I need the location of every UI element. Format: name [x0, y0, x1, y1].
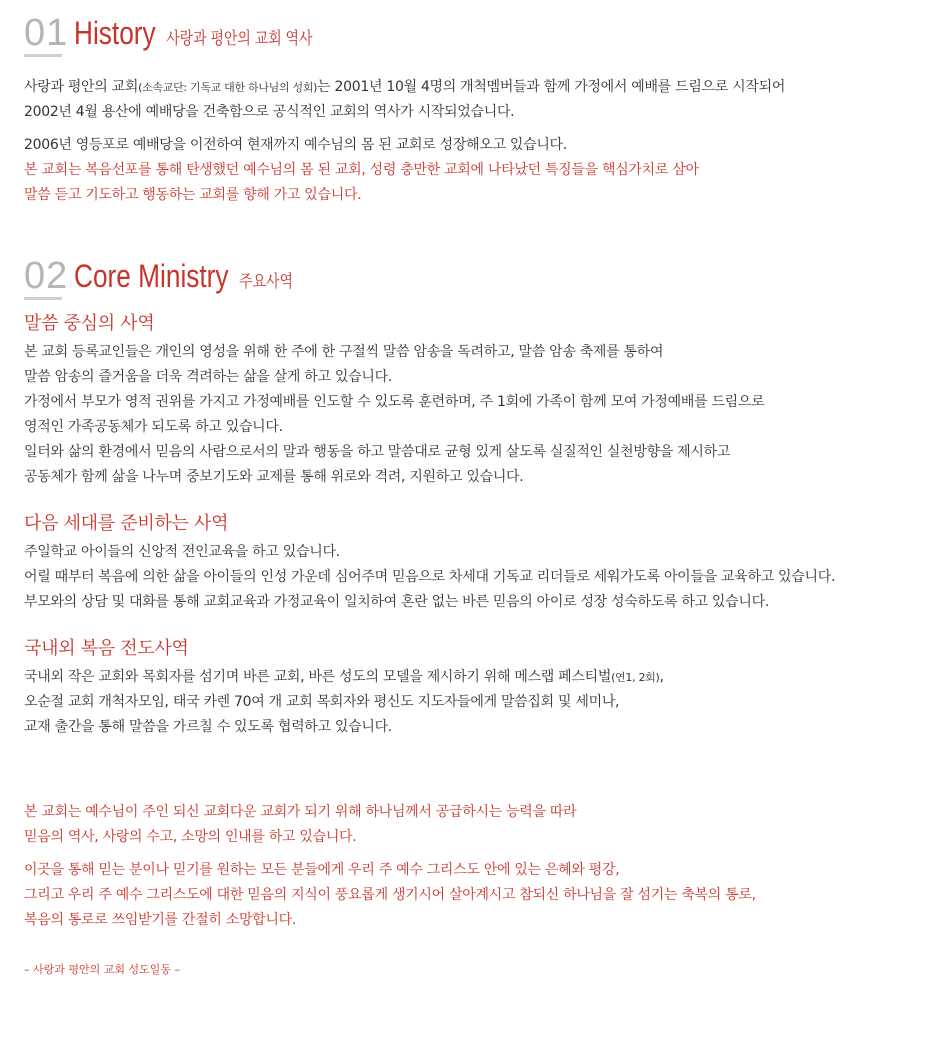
history-paragraph-1-line-2: 2002년 4월 용산에 예배당을 건축함으로 공식적인 교회의 역사가 시작되었습니다.	[24, 104, 515, 120]
closing-paragraph-2-line: 이곳을 통해 믿는 분이나 믿기를 원하는 모든 분들에게 우리 주 예수 그리스도 안에 있는 은혜와 평강,	[24, 862, 620, 878]
history-title-text: History	[74, 15, 156, 51]
closing-section	[24, 800, 924, 977]
ministry-number: 02	[24, 255, 69, 297]
history-paragraph-2: 2006년 영등포로 예배당을 이전하여 현재까지 예수님의 몸 된 교회로 성장해오고 있습니다.	[24, 137, 567, 153]
missions-frequency: (연1, 2회)	[611, 671, 660, 684]
history-number: 01	[24, 12, 69, 54]
ministry-number-underline	[24, 297, 62, 300]
word-ministry-heading: 말씀 중심의 사역	[24, 313, 155, 334]
ministry-section	[24, 253, 924, 740]
next-gen-ministry-line: 어릴 때부터 복음에 의한 삶을 아이들의 인성 가운데 심어주며 믿음으로 차세대 기독교 리더들로 세워가도록 아이들을 교육하고 있습니다.	[24, 569, 836, 585]
word-ministry-line: 말씀 암송의 즐거움을 더욱 격려하는 삶을 살게 하고 있습니다.	[24, 369, 392, 385]
signature: – 사랑과 평안의 교회 성도일동 –	[24, 963, 180, 976]
history-p1-text-post: 는 2001년 10월 4명의 개척멤버들과 함께 가정에서 예배를 드림으로 시작되어	[317, 79, 786, 95]
ministry-title-text: Core Ministry	[74, 258, 229, 294]
closing-paragraph-1-line: 믿음의 역사, 사랑의 수고, 소망의 인내를 하고 있습니다.	[24, 829, 357, 845]
history-p1-denomination: (소속교단: 기독교 대한 하나님의 성회)	[138, 81, 318, 94]
ministry-title	[74, 257, 293, 301]
missions-ministry-line	[24, 665, 924, 690]
missions-line-1-text: 국내외 작은 교회와 목회자를 섬기며 바른 교회, 바른 성도의 모델을 제시하기 위해 메스랩 페스티벌	[24, 669, 612, 685]
history-core-value-line-2: 말씀 듣고 기도하고 행동하는 교회를 향해 가고 있습니다.	[24, 187, 362, 203]
history-subtitle: 사랑과 평안의 교회 역사	[166, 29, 313, 48]
history-section	[24, 10, 924, 208]
word-ministry-line: 공동체가 함께 삶을 나누며 중보기도와 교제를 통해 위로와 격려, 지원하고 있습니다.	[24, 469, 524, 485]
next-gen-ministry-line: 부모와의 상담 및 대화를 통해 교회교육과 가정교육이 일치하여 혼란 없는 바른 믿음의 아이로 성장 성숙하도록 하고 있습니다.	[24, 594, 769, 610]
history-header	[24, 10, 924, 58]
word-ministry-line: 본 교회 등록교인들은 개인의 영성을 위해 한 주에 한 구절씩 말씀 암송을 독려하고, 말씀 암송 축제를 통하여	[24, 344, 664, 360]
history-title	[74, 14, 312, 58]
ministry-subtitle: 주요사역	[239, 272, 293, 291]
history-core-value-line-1: 본 교회는 복음선포를 통해 탄생했던 예수님의 몸 된 교회, 성령 충만한 교회에 나타났던 특징들을 핵심가치로 삼아	[24, 162, 699, 178]
word-ministry-line: 일터와 삶의 환경에서 믿음의 사람으로서의 말과 행동을 하고 말씀대로 균형 있게 살도록 실질적인 실천방향을 제시하고	[24, 444, 731, 460]
history-number-underline	[24, 54, 62, 57]
missions-ministry-heading: 국내외 복음 전도사역	[24, 638, 189, 659]
next-gen-ministry-heading: 다음 세대를 준비하는 사역	[24, 513, 229, 534]
missions-line-1-comma: ,	[659, 669, 664, 685]
history-p1-text: 사랑과 평안의 교회	[24, 79, 139, 95]
ministry-header	[24, 253, 924, 301]
closing-paragraph-1-line: 본 교회는 예수님이 주인 되신 교회다운 교회가 되기 위해 하나님께서 공급하시는 능력을 따라	[24, 804, 577, 820]
missions-ministry-line: 교재 출간을 통해 말씀을 가르칠 수 있도록 협력하고 있습니다.	[24, 719, 392, 735]
history-paragraph-1	[24, 75, 924, 100]
closing-paragraph-2-line: 복음의 통로로 쓰임받기를 간절히 소망합니다.	[24, 912, 297, 928]
word-ministry-line: 가정에서 부모가 영적 권위를 가지고 가정예배를 인도할 수 있도록 훈련하며, 주 1회에 가족이 함께 모여 가정예배를 드림으로	[24, 394, 765, 410]
word-ministry-line: 영적인 가족공동체가 되도록 하고 있습니다.	[24, 419, 283, 435]
next-gen-ministry-line: 주일학교 아이들의 신앙적 전인교육을 하고 있습니다.	[24, 544, 340, 560]
missions-ministry-line: 오순절 교회 개척자모임, 태국 카렌 70여 개 교회 목회자와 평신도 지도자들에게 말씀집회 및 세미나,	[24, 694, 620, 710]
closing-paragraph-2-line: 그리고 우리 주 예수 그리스도에 대한 믿음의 지식이 풍요롭게 생기시어 살아계시고 참되신 하나님을 잘 섬기는 축복의 통로,	[24, 887, 756, 903]
